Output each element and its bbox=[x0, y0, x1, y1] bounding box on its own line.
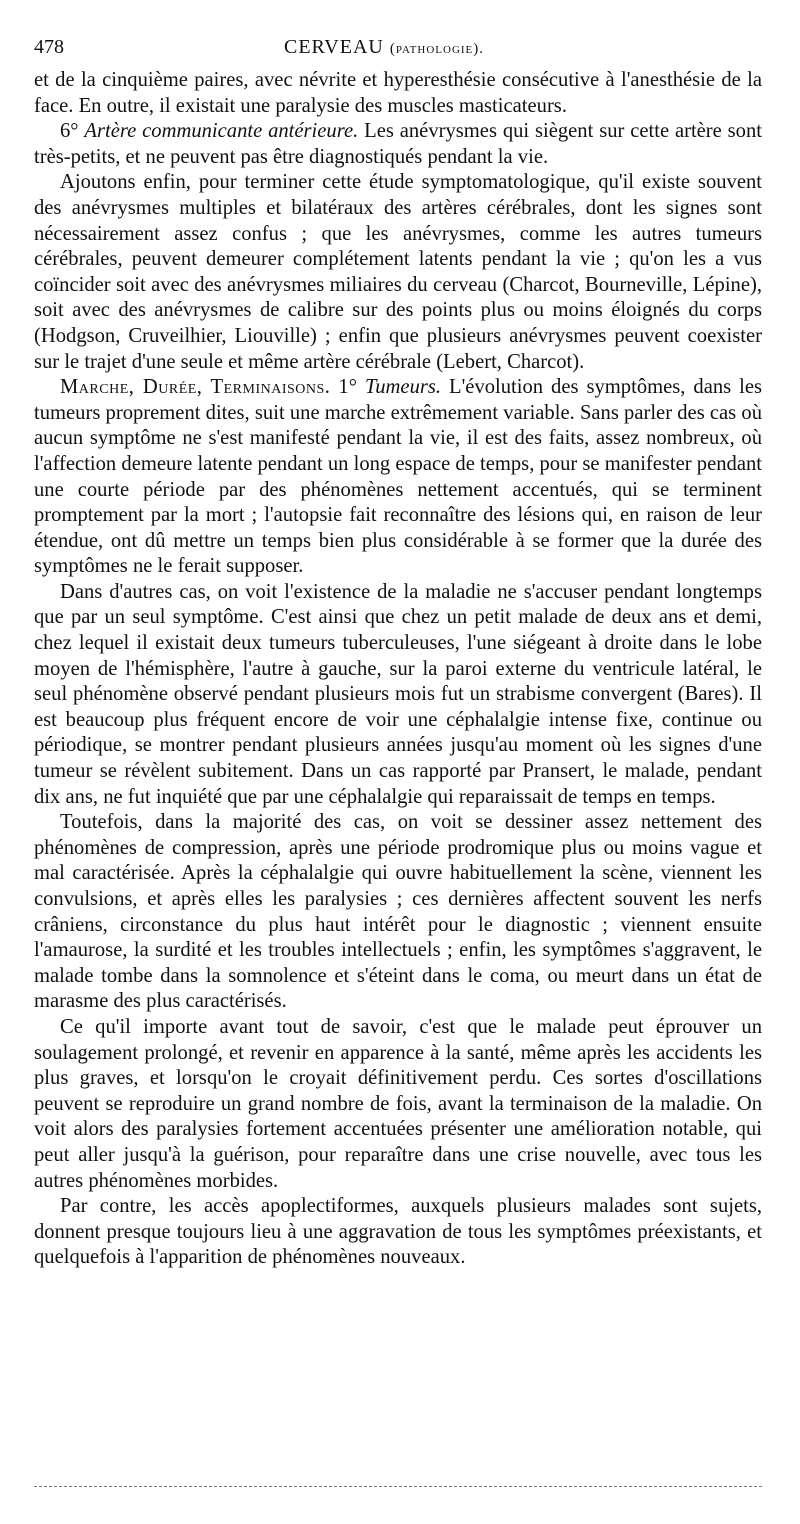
page-number: 478 bbox=[34, 36, 64, 58]
paragraph-text: L'évolution des symptômes, dans les tumeurs proprement dites, suit une marche extrêmement variable. Sans parler des cas où aucun symptôme ne s'est manifesté pendant la vie, il est des faits, assez nombreux, où l'affection demeure latente pendant un long espace de temps, pour se manifester pendant une courte période par des phénomènes nettement accentués, qui se terminent promptement par la mort ; l'autopsie fait reconnaître des lésions qui, en raison de leur étendue, ont dû mettre un temps bien plus considérable à se former que la durée des symptômes ne le ferait supposer. bbox=[34, 376, 762, 578]
paragraph-multiple-aneurysms bbox=[34, 170, 762, 375]
body-text bbox=[34, 68, 762, 1271]
paragraph-text: Dans d'autres cas, on voit l'existence de la maladie ne s'accuser pendant longtemps que par un seul symptôme. C'est ainsi que chez un petit malade de deux ans et demi, chez lequel il existait deux tumeurs tuberculeuses, l'une siégeant à droite dans le lobe moyen de l'hémisphère, l'autre à gauche, sur la paroi externe du ventricule latéral, le seul phénomène observé pendant plusieurs mois fut un strabisme convergent (Bares). Il est beaucoup plus fréquent encore de voir une céphalalgie intense fixe, continue ou périodique, se montrer pendant plusieurs années jusqu'au moment où les signes d'une tumeur se révèlent subitement. Dans un cas rapporté par Pransert, le malade, pendant dix ans, ne fut inquiété que par une céphalalgie qui reparaissait de temps en temps. bbox=[34, 580, 762, 808]
running-head bbox=[34, 34, 762, 60]
paragraph-text: Ajoutons enfin, pour terminer cette étude symptomatologique, qu'il existe souvent des anévrysmes multiples et bilatéraux des artères cérébrales, dont les signes sont nécessairement assez confus ; que les anévrysmes, comme les autres tumeurs cérébrales, peuvent demeurer complétement latents pendant la vie ; qu'on les a vus coïncider soit avec des anévrysmes miliaires du cerveau (Charcot, Bourneville, Lépine), soit avec des anévrysmes de calibre sur des points plus ou moins éloignés du corps (Hodgson, Cruveilhier, Liouville) ; enfin que plusieurs anévrysmes peuvent coexister sur le trajet d'une seule et même artère cérébrale (Lebert, Charcot). bbox=[34, 171, 762, 373]
paragraph-text: Les anévrysmes qui siègent sur cette artère sont très-petits, et ne peuvent pas être diagnostiqués pendant la vie. bbox=[34, 120, 763, 168]
paragraph-text: Par contre, les accès apoplectiformes, auxquels plusieurs malades sont sujets, donnent presque toujours lieu à une aggravation de tous les symptômes préexistants, et quelquefois à l'apparition de phénomènes nouveaux. bbox=[34, 1195, 762, 1269]
footer-rule bbox=[34, 1486, 762, 1487]
running-title bbox=[284, 34, 484, 62]
list-number: 1° bbox=[338, 376, 357, 399]
list-number: 6° bbox=[60, 120, 79, 143]
paragraph-single-symptom bbox=[34, 580, 762, 810]
running-title-main: CERVEAU bbox=[284, 36, 384, 58]
paragraph-continuation bbox=[34, 68, 762, 119]
paragraph-marche-duree bbox=[34, 375, 762, 580]
paragraph-apoplectiform bbox=[34, 1194, 762, 1271]
running-title-sub: (pathologie). bbox=[389, 41, 485, 57]
subsection-title: Tumeurs. bbox=[364, 376, 442, 399]
subsection-title: Artère communicante antérieure. bbox=[84, 120, 359, 143]
paragraph-artery-communicating bbox=[34, 119, 762, 170]
paragraph-oscillations bbox=[34, 1015, 762, 1194]
paragraph-text: Toutefois, dans la majorité des cas, on voit se dessiner assez nettement des phénomènes de compression, après une période prodromique plus ou moins vague et mal caractérisée. Après la céphalalgie qui ouvre habituellement la scène, viennent les convulsions, et après elles les paralysies ; ces dernières affectent souvent les nerfs crâniens, circonstance du plus haut intérêt pour le diagnostic ; viennent ensuite l'amaurose, la surdité et les troubles intellectuels ; enfin, les symptômes s'aggravent, le malade tombe dans la somnolence et s'éteint dans le coma, ou meurt dans un état de marasme des plus caractérisés. bbox=[34, 811, 762, 1013]
paragraph-compression bbox=[34, 810, 762, 1015]
section-heading: Marche, Durée, Terminaisons. bbox=[60, 376, 331, 399]
paragraph-text: Ce qu'il importe avant tout de savoir, c'est que le malade peut éprouver un soulagement prolongé, et revenir en apparence à la santé, même après les accidents les plus graves, et lorsqu'on le croyait définitivement perdu. Ces sortes d'oscillations peuvent se reproduire un grand nombre de fois, avant la terminaison de la maladie. On voit alors des paralysies fortement accentuées présenter une amélioration notable, qui peut aller jusqu'à la guérison, pour reparaître dans une crise nouvelle, avec tous les autres phénomènes morbides. bbox=[34, 1015, 762, 1192]
paragraph-text: et de la cinquième paires, avec névrite et hyperesthésie consécutive à l'anesthésie de la face. En outre, il existait une paralysie des muscles masticateurs. bbox=[34, 69, 762, 117]
